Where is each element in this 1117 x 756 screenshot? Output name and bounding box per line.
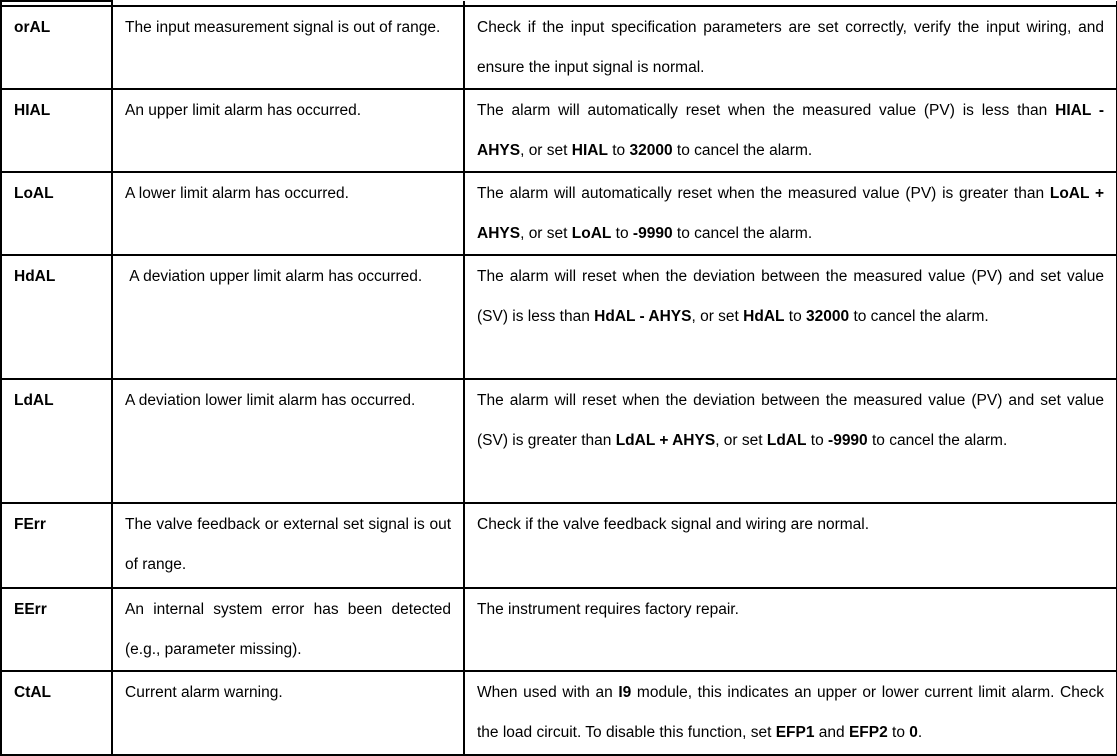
alarm-solution-cell xyxy=(464,89,1117,172)
alarm-description-cell xyxy=(112,671,464,755)
alarm-description: The valve feedback or external set signal is out of range. xyxy=(125,516,451,573)
alarm-solution-cell xyxy=(464,379,1117,503)
alarm-code-cell xyxy=(1,255,112,379)
alarm-code: HdAL xyxy=(14,268,56,285)
alarm-solution-cell xyxy=(464,503,1117,588)
alarm-solution: When used with an I9 module, this indicates an upper or lower current limit alarm. Check the load circuit. To disable this function, set EFP1 and EFP2 to 0. xyxy=(477,684,1104,741)
alarm-description-cell xyxy=(112,172,464,255)
alarm-solution-cell xyxy=(464,588,1117,671)
alarm-code-cell xyxy=(1,379,112,503)
alarm-solution-cell xyxy=(464,255,1117,379)
table-row xyxy=(1,255,1117,379)
table-row xyxy=(1,588,1117,671)
alarm-code: orAL xyxy=(14,19,51,36)
alarm-code-cell xyxy=(1,172,112,255)
alarm-description: A deviation upper limit alarm has occurred. xyxy=(125,268,423,285)
alarm-code: CtAL xyxy=(14,684,52,701)
alarm-code: HIAL xyxy=(14,102,51,119)
alarm-solution: The alarm will automatically reset when the measured value (PV) is greater than LoAL + AHYS, or set LoAL to -9990 to cancel the alarm. xyxy=(477,185,1104,242)
alarm-solution: The alarm will automatically reset when the measured value (PV) is less than HIAL - AHYS, or set HIAL to 32000 to cancel the alarm. xyxy=(477,102,1104,159)
alarm-description: An upper limit alarm has occurred. xyxy=(125,102,362,119)
table-row xyxy=(1,6,1117,89)
alarm-solution: Check if the input specification parameters are set correctly, verify the input wiring, and ensure the input signal is normal. xyxy=(477,19,1104,76)
alarm-description: A deviation lower limit alarm has occurred. xyxy=(125,392,416,409)
alarm-description: A lower limit alarm has occurred. xyxy=(125,185,349,202)
table-row xyxy=(1,503,1117,588)
table-row xyxy=(1,172,1117,255)
alarm-code-cell xyxy=(1,671,112,755)
alarm-solution: The alarm will reset when the deviation between the measured value (PV) and set value (SV) is less than HdAL - AHYS, or set HdAL to 32000 to cancel the alarm. xyxy=(477,268,1104,325)
alarm-description: The input measurement signal is out of range. xyxy=(125,19,441,36)
alarm-description-cell xyxy=(112,588,464,671)
alarm-description-cell xyxy=(112,6,464,89)
alarm-code: LoAL xyxy=(14,185,54,202)
alarm-description: An internal system error has been detected (e.g., parameter missing). xyxy=(125,601,451,658)
alarm-description-cell xyxy=(112,255,464,379)
alarm-code-cell xyxy=(1,6,112,89)
alarm-description-cell xyxy=(112,89,464,172)
table-row xyxy=(1,671,1117,755)
alarm-solution-cell xyxy=(464,6,1117,89)
alarm-solution: Check if the valve feedback signal and wiring are normal. xyxy=(477,516,870,533)
alarm-code: FErr xyxy=(14,516,46,533)
alarm-code: LdAL xyxy=(14,392,54,409)
alarm-description-cell xyxy=(112,379,464,503)
alarm-code: EErr xyxy=(14,601,47,618)
alarm-description-cell xyxy=(112,503,464,588)
alarm-description: Current alarm warning. xyxy=(125,684,283,701)
alarm-code-cell xyxy=(1,588,112,671)
table-row xyxy=(1,379,1117,503)
alarm-solution: The alarm will reset when the deviation between the measured value (PV) and set value (SV) is greater than LdAL + AHYS, or set LdAL to -9990 to cancel the alarm. xyxy=(477,392,1104,449)
alarm-code-cell xyxy=(1,89,112,172)
alarm-code-cell xyxy=(1,503,112,588)
table-row xyxy=(1,89,1117,172)
alarm-solution-cell xyxy=(464,671,1117,755)
table-body xyxy=(1,1,1117,755)
alarm-solution-cell xyxy=(464,172,1117,255)
alarm-solution: The instrument requires factory repair. xyxy=(477,601,739,618)
